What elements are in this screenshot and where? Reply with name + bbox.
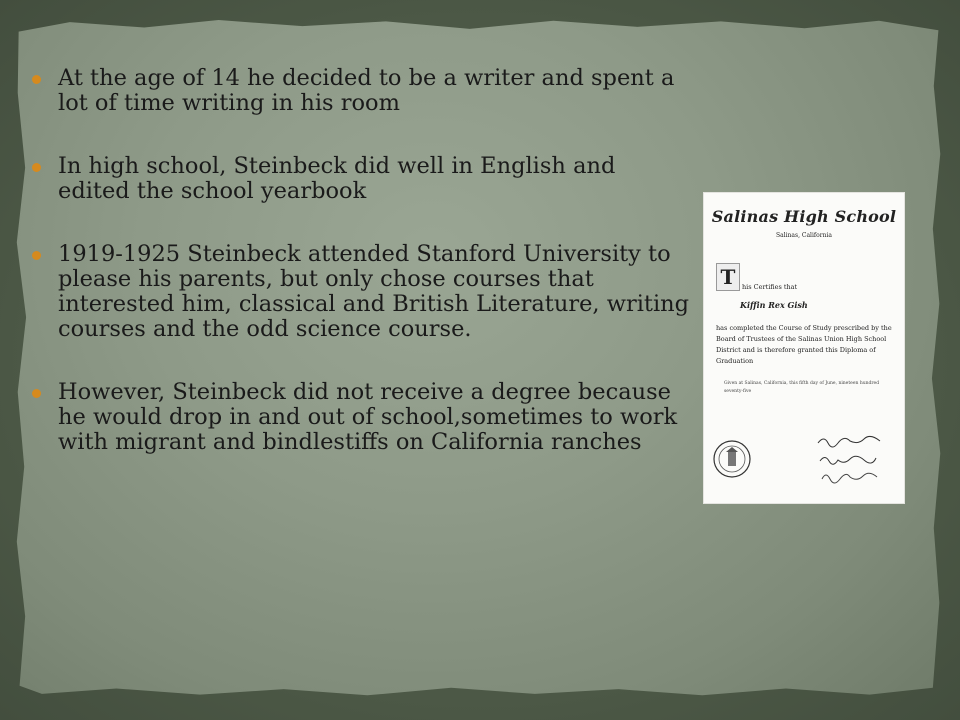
bullet-dot-icon <box>32 163 41 172</box>
bullet-list <box>32 66 692 455</box>
diploma-initial-letter: T <box>716 263 740 291</box>
school-seal-icon <box>712 439 752 479</box>
diploma-given-line: Given at Salinas, California, this fifth day of June, nineteen hundred seventy-five <box>724 381 880 394</box>
bullet-text: 1919-1925 Steinbeck attended Stanford University to please his parents, but only chose courses that interested him, classical and British Literature, writing courses and the odd science course. <box>58 241 690 342</box>
diploma-image <box>704 193 904 503</box>
diploma-certifies: his Certifies that <box>742 283 798 291</box>
bullet-item-writer <box>32 66 692 116</box>
bullet-item-stanford <box>32 242 692 342</box>
diploma-title: Salinas High School <box>711 207 897 226</box>
bullet-dot-icon <box>32 389 41 398</box>
bullet-dot-icon <box>32 75 41 84</box>
bullet-item-high-school <box>32 154 692 204</box>
diploma-subtitle: Salinas, California <box>776 232 832 239</box>
bullet-text: At the age of 14 he decided to be a writer and spent a lot of time writing in his room <box>58 65 675 116</box>
bullet-dot-icon <box>32 251 41 260</box>
signatures-icon <box>814 433 898 493</box>
bullet-item-degree <box>32 380 692 455</box>
diploma-body: has completed the Course of Study prescribed by the Board of Trustees of the Salinas Union High School District and is therefore granted this Diploma of Graduation <box>716 324 892 365</box>
diploma-recipient-name: Kiffin Rex Gish <box>740 300 808 310</box>
bullet-text: In high school, Steinbeck did well in English and edited the school yearbook <box>58 153 616 204</box>
bullet-text: However, Steinbeck did not receive a degree because he would drop in and out of school,sometimes to work with migrant and bindlestiffs on California ranches <box>58 379 678 455</box>
